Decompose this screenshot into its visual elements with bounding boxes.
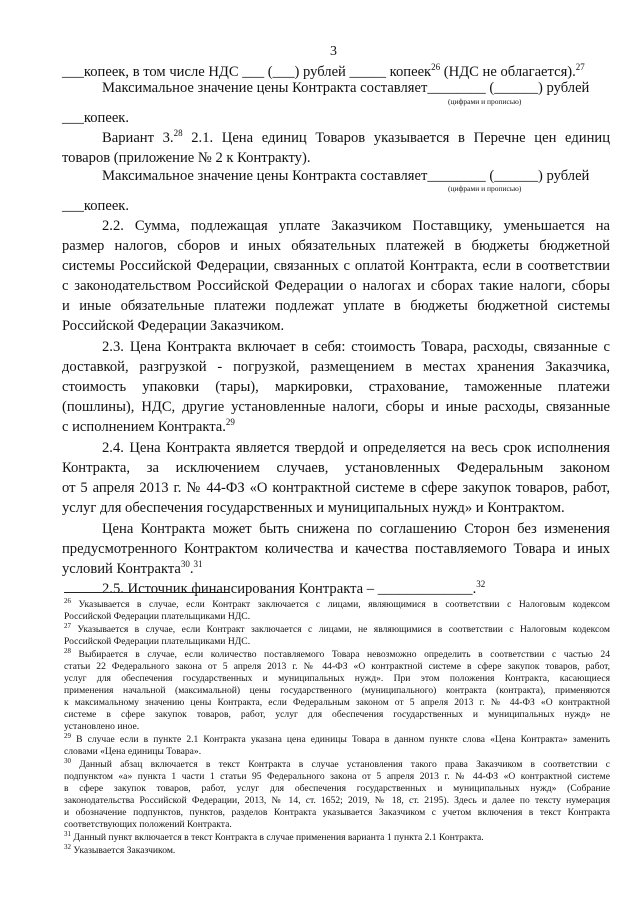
body-line: 2.2. Сумма, подлежащая уплате Заказчиком Поставщику, уменьшается на: [102, 218, 610, 234]
text: В случае если в пункте 2.1 Контракта указана цена единицы Товара в данном пункте слова «Цена Контракта» заменить: [71, 734, 610, 745]
footnote-line: [64, 845, 610, 858]
body-line: размер налогов, сборов и иных обязательных платежей в бюджеты бюджетной: [62, 238, 610, 254]
footnote-ref: 31: [193, 559, 203, 569]
body-line: 2.4. Цена Контракта является твердой и определяется на весь срок исполнения: [102, 440, 610, 456]
body-line: Цена Контракта может быть снижена по соглашению Сторон без изменения: [102, 521, 610, 537]
footnote-number: 26: [64, 597, 71, 605]
body-line: [62, 417, 610, 437]
footnote-number: 32: [64, 843, 71, 851]
footnote-line: законодательства Российской Федерации, 2013, № 14, ст. 1652; 2019, № 18, ст. 2195). Здесь и далее по тексту нумерация: [64, 795, 610, 806]
text: .: [189, 561, 194, 577]
footnote-line: [64, 624, 610, 637]
footnote-number: 31: [64, 830, 71, 838]
footnote-ref: 32: [476, 579, 486, 589]
footnote-number: 28: [64, 647, 71, 655]
body-line: системы Российской Федерации, связанных с оплатой Контракта, если в соответствии: [62, 258, 610, 274]
footnote-ref: 28: [173, 128, 183, 138]
footnote-line: соответствующих положений Контракта.: [64, 819, 232, 830]
footnote-line: к максимальному значению цены Контракта, если Федеральным законом от 5 апреля 2013 г. № 44-ФЗ «О контрактной: [64, 697, 610, 708]
text: с исполнением Контракта.: [62, 419, 226, 435]
body-line: услуг для обеспечения государственных и муниципальных нужд» и Контрактом.: [62, 500, 565, 516]
footnote-line: [64, 649, 610, 662]
footnote-line: статьи 22 Федерального закона от 5 апреля 2013 г. № 44-ФЗ «О контрактной системе в сфере закупок товаров, работ,: [64, 661, 610, 672]
body-line: и иные обязательные платежи подлежат уплате в бюджеты бюджетной системы: [62, 298, 610, 314]
text: Данный пункт включается в текст Контракта в случае применения варианта 1 пункта 2.1 Контракта.: [71, 832, 484, 843]
text: условий Контракта: [62, 561, 181, 577]
body-line: 2.3. Цена Контракта включает в себя: стоимость Товара, расходы, связанные с: [102, 339, 610, 355]
body-line: ___копеек.: [62, 198, 130, 214]
text: Указывается в случае, если Контракт заключается с лицами, не являющимися в соответствии с Налоговым кодексом: [71, 624, 610, 635]
body-line: ___копеек.: [62, 110, 130, 126]
page-number: 3: [330, 44, 337, 59]
hint-note: (цифрами и прописью): [448, 184, 522, 193]
text: Данный абзац включается в текст Контракта в случае установления такого права Заказчиком в соответствии с: [71, 759, 610, 770]
footnote-line: системе в сфере закупок товаров, работ, услуг для обеспечения государственных и муниципальных нужд» не: [64, 709, 610, 720]
footnote-line: словами «Цена единицы Товара».: [64, 746, 202, 757]
footnote-ref: 27: [575, 62, 585, 72]
footnote-ref: 29: [225, 417, 235, 427]
body-line: с законодательством Российской Федерации о налогах и сборах такие налоги, сборы: [62, 278, 610, 294]
footnote-line: применения начальной (максимальной) цены государственного (муниципального) контракта (контракта), применяются: [64, 685, 610, 696]
footnote-line: [64, 832, 610, 845]
body-line: доставкой, разгрузкой - погрузкой, размещением в местах хранения Заказчика,: [62, 359, 610, 375]
body-line: от 5 апреля 2013 г. № 44-ФЗ «О контрактной системе в сфере закупок товаров, работ,: [62, 480, 610, 496]
footnote-line: Российской Федерации плательщиками НДС.: [64, 636, 251, 647]
body-line: Российской Федерации Заказчиком.: [62, 318, 285, 334]
text: (НДС не облагается).: [440, 64, 576, 80]
footnote-ref: 26: [431, 62, 441, 72]
body-line: предусмотренного Контрактом количества и качества поставляемого Товара и иных: [62, 541, 610, 557]
footnote-number: 30: [64, 757, 71, 765]
footnote-line: услуг для обеспечения государственных и муниципальных нужд». При этом положения Контракта, касающиеся: [64, 673, 610, 684]
text: Выбирается в случае, если количество поставляемого Товара невозможно определить в соответствии с частью 24: [71, 649, 610, 660]
body-line: товаров (приложение № 2 к Контракту).: [62, 150, 311, 166]
body-line: Контракта, за исключением случаев, установленных Федеральным законом: [62, 460, 610, 476]
text: Вариант 3.: [102, 130, 174, 146]
footnote-ref: 30: [180, 559, 190, 569]
hint-note: (цифрами и прописью): [448, 97, 522, 106]
body-line: [102, 128, 610, 148]
body-line: Максимальное значение цены Контракта составляет________ (______) рублей: [102, 168, 590, 184]
text: ___копеек, в том числе НДС ___ (___) рублей _____ копеек: [62, 64, 432, 80]
body-line: стоимость упаковки (тары), маркировки, страхование, таможенные платежи: [62, 379, 610, 395]
footnote-line: [64, 759, 610, 772]
text: 2.1. Цена единиц Товаров указывается в Перечне цен единиц: [182, 130, 611, 146]
text: Указывается Заказчиком.: [71, 845, 176, 856]
footnote-line: в сфере закупок товаров, работ, услуг для обеспечения государственных и муниципальных нужд» (Собрание: [64, 783, 610, 794]
body-line: (пошлины), НДС, другие установленные налоги, сборы и иные расходы, связанные: [62, 399, 610, 415]
footnote-separator: [64, 592, 230, 593]
text: Указывается в случае, если Контракт заключается с лицами, являющимися в соответствии с Налоговым кодексом: [71, 599, 610, 610]
footnote-line: и обозначение подпунктов, пунктов, разделов Контракта указывается Заказчиком с учетом включения в текст Контракта: [64, 807, 610, 818]
footnote-number: 27: [64, 622, 71, 630]
footnote-line: подпунктом «а» пункта 1 части 1 статьи 95 Федерального закона от 5 апреля 2013 г. № 44-ФЗ «О контрактной системе: [64, 771, 610, 782]
body-line: [62, 559, 610, 579]
footnote-line: установлено иное.: [64, 721, 140, 732]
footnote-line: [64, 599, 610, 612]
footnote-number: 29: [64, 732, 71, 740]
text: 2.5. Источник финансирования Контракта – _____________.: [102, 581, 477, 597]
body-line: [102, 579, 610, 599]
footnote-line: Российской Федерации плательщиками НДС.: [64, 611, 251, 622]
footnote-line: [64, 734, 610, 747]
body-line: Максимальное значение цены Контракта составляет________ (______) рублей: [102, 80, 590, 96]
